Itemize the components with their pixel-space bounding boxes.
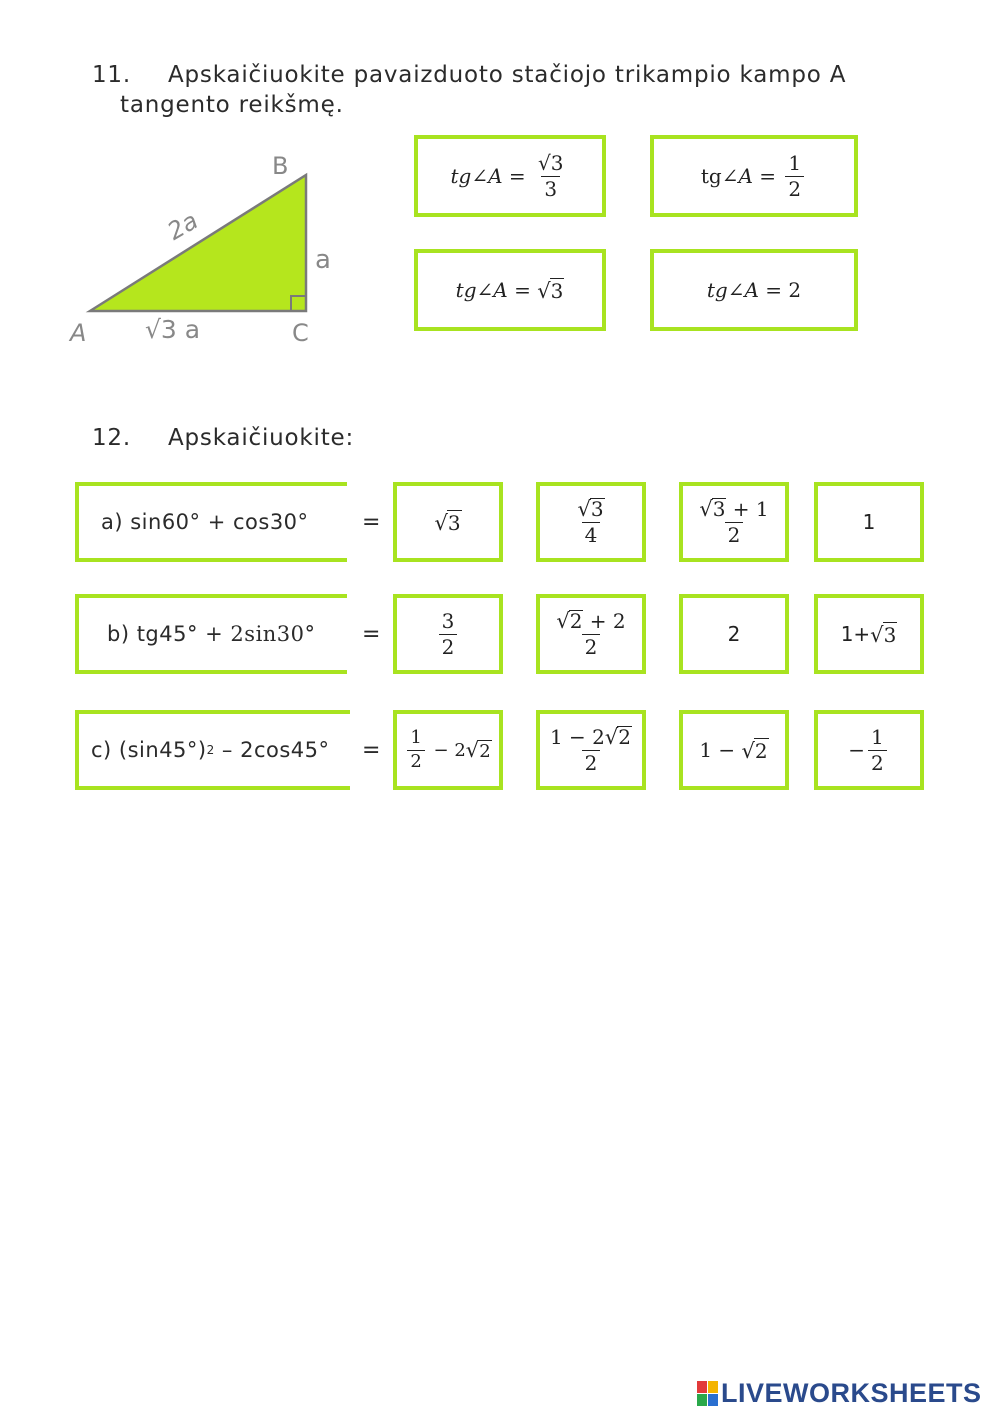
q11-number: 11. bbox=[92, 62, 131, 88]
q12-b-answer-4[interactable]: 1+ √ 3 bbox=[814, 594, 924, 674]
equals-sign: = bbox=[362, 738, 381, 763]
logo-icon bbox=[697, 1381, 719, 1407]
vertex-c-label: C bbox=[292, 319, 309, 347]
vertex-a-label: A bbox=[70, 319, 87, 347]
fraction: $\frac{√3}{3}$ bbox=[538, 150, 564, 201]
logo-text: LIVEWORKSHEETS bbox=[721, 1378, 982, 1408]
q12-expression-b: b) tg45 ° + 2sin30° bbox=[75, 594, 347, 674]
q11-text-line1: Apskaičiuokite pavaizduoto stačiojo trikampio kampo A bbox=[168, 62, 847, 88]
q11-text-line2: tangento reikšmę. bbox=[120, 92, 344, 118]
q12-number: 12. bbox=[92, 425, 131, 451]
right-triangle-figure bbox=[60, 148, 350, 353]
q12-text: Apskaičiuokite: bbox=[168, 425, 355, 451]
leg-ac-label: √3 a bbox=[145, 315, 201, 344]
leg-bc-label: a bbox=[315, 245, 331, 275]
q12-c-answer-2[interactable]: 1 − 2 √ 2 2 bbox=[536, 710, 646, 790]
q12-c-answer-1[interactable]: $\frac{1}{2}$ − 2 √ 2 bbox=[393, 710, 503, 790]
q12-b-answer-3[interactable]: 2 bbox=[679, 594, 789, 674]
q11-option-2[interactable]: tg∠ A = $\frac{1}{2}$ bbox=[650, 135, 858, 217]
vertex-b-label: B bbox=[272, 152, 289, 180]
q12-b-answer-2[interactable]: √ 2 + 2 2 bbox=[536, 594, 646, 674]
q12-a-answer-2[interactable]: √ 3 4 bbox=[536, 482, 646, 562]
equals-sign: = bbox=[362, 622, 381, 647]
q12-a-answer-3[interactable]: √ 3 + 1 2 bbox=[679, 482, 789, 562]
q11-option-1[interactable]: tg∠ A = $\frac{√3}{3}$ bbox=[414, 135, 606, 217]
q11-option-3[interactable]: tg∠ A = √ 3 bbox=[414, 249, 606, 331]
triangle-shape bbox=[90, 175, 306, 311]
square-root: √ 3 bbox=[537, 278, 564, 303]
q12-c-answer-4[interactable]: − $\frac{1}{2}$ bbox=[814, 710, 924, 790]
tg-label: tg∠ bbox=[450, 164, 489, 188]
q12-a-answer-1[interactable]: √ 3 bbox=[393, 482, 503, 562]
liveworksheets-logo bbox=[697, 1378, 982, 1409]
q12-b-answer-1[interactable]: $\frac{3}{2}$ bbox=[393, 594, 503, 674]
equals-sign: = bbox=[362, 510, 381, 535]
q12-expression-a: a) sin60° + cos30° bbox=[75, 482, 347, 562]
fraction: $\frac{1}{2}$ bbox=[785, 153, 804, 200]
q12-expression-c: c) (sin45°) 2 – 2cos45° bbox=[75, 710, 350, 790]
q11-option-4[interactable]: tg∠ A = 2 bbox=[650, 249, 858, 331]
q12-c-answer-3[interactable]: 1 − √ 2 bbox=[679, 710, 789, 790]
hypotenuse-label: 2a bbox=[162, 206, 203, 246]
q12-a-answer-4[interactable]: 1 bbox=[814, 482, 924, 562]
